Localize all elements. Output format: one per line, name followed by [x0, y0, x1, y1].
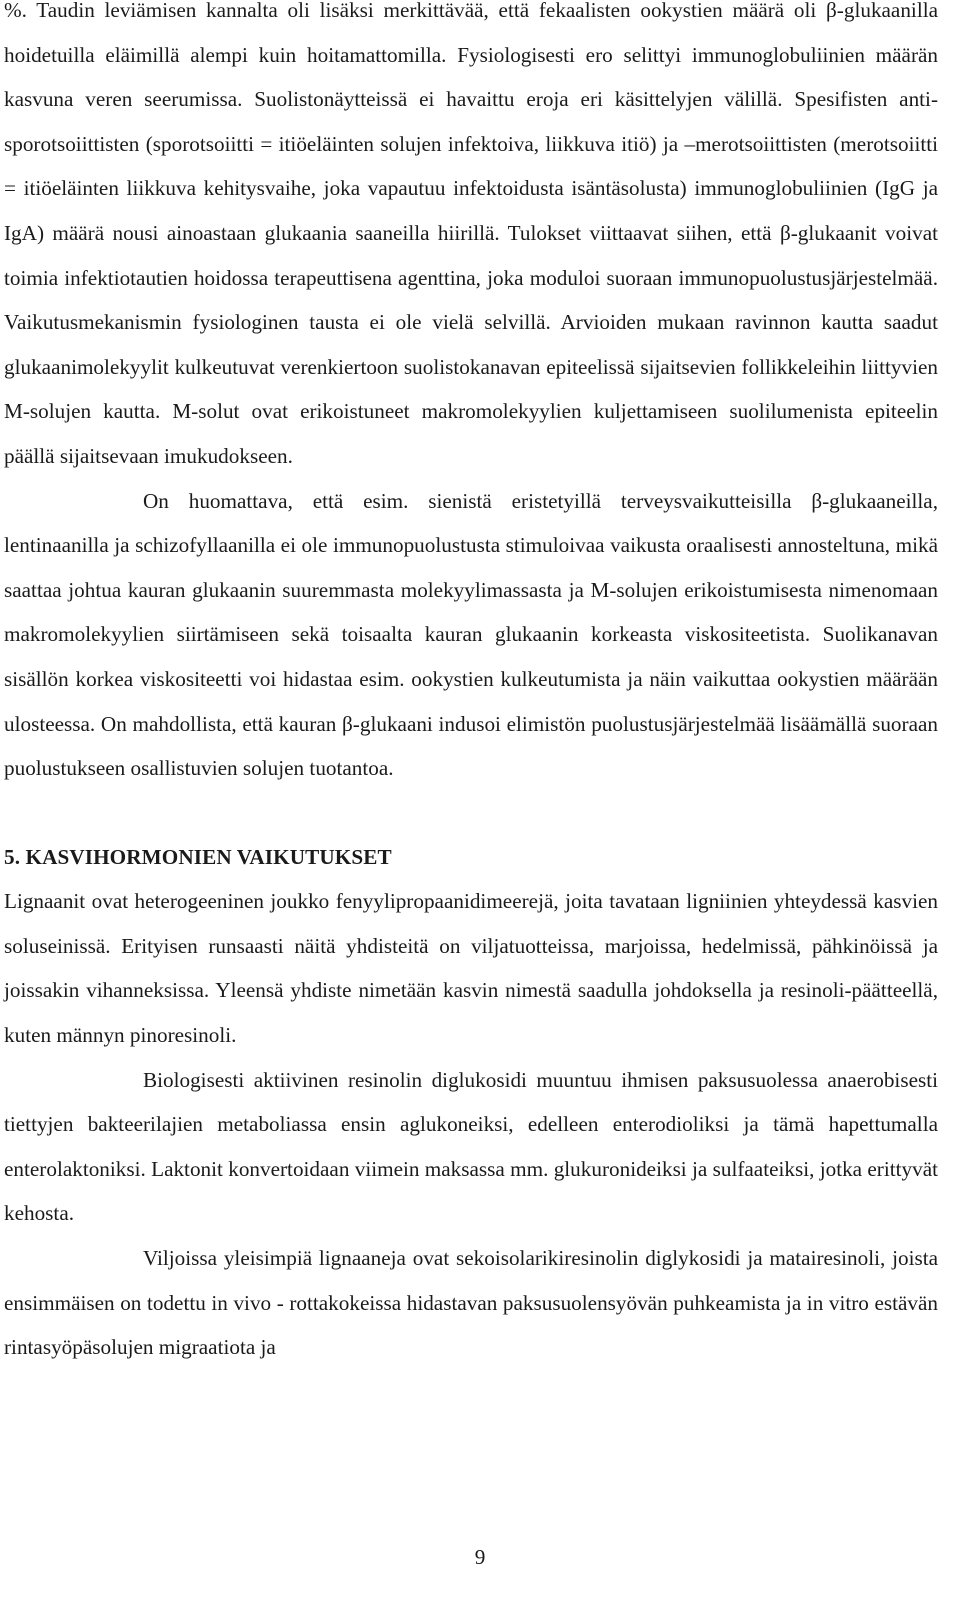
section-paragraph-2: Biologisesti aktiivinen resinolin diglukosidi muuntuu ihmisen paksusuolessa anaerobisesti tiettyjen bakteerilajien metaboliassa ensin aglukoneiksi, edelleen enterodioliksi ja tämä hapettumalla enterolaktoniksi. Laktonit konvertoidaan viimein maksassa mm. glukuronideiksi ja sulfaateiksi, jotka erittyvät kehosta. [4, 1067, 938, 1226]
section-heading: 5. KASVIHORMONIEN VAIKUTUKSET [4, 844, 392, 869]
section-paragraph-3: Viljoissa yleisimpiä lignaaneja ovat sekoisolarikiresinolin diglykosidi ja matairesinoli, joista ensimmäisen on todettu in vivo - rottakokeissa hidastavan paksusuolensyövän puhkeamista ja in vitro estävän rintasyöpäsolujen migraatiota ja [4, 1246, 938, 1360]
section-paragraph-1: Lignaanit ovat heterogeeninen joukko fenyylipropaanidimeerejä, joita tavataan ligniinien yhteydessä kasvien soluseinissä. Erityisen runsaasti näitä yhdisteitä on viljatuotteissa, marjoissa, hedelmissä, pähkinöissä ja joissakin vihanneksissa. Yleensä yhdiste nimetään kasvin nimestä saadulla johdoksella ja resinoli-päätteellä, kuten männyn pinoresinoli. [4, 889, 938, 1048]
body-paragraph-2: On huomattava, että esim. sienistä eristetyillä terveysvaikutteisilla β-glukaaneilla, lentinaanilla ja schizofyllaanilla ei ole immunopuolustusta stimuloivaa vaikusta oraalisesti annosteltuna, mikä saattaa johtua kauran glukaanin suuremmasta molekyylimassasta ja M-solujen erikoistumisesta nimenomaan makromolekyylien siirtämiseen sekä toisaalta kauran glukaanin korkeasta viskositeetista. Suolikanavan sisällön korkea viskositeetti voi hidastaa esim. ookystien kulkeutumista ja näin vaikuttaa ookystien määrään ulosteessa. On mahdollista, että kauran β-glukaani indusoi elimistön puolustusjärjestelmää lisäämällä suoraan puolustukseen osallistuvien solujen tuotantoa. [4, 488, 938, 781]
page-number: 9 [474, 1545, 486, 1569]
body-paragraph-1: %. Taudin leviämisen kannalta oli lisäksi merkittävää, että fekaalisten ookystien määrä oli β-glukaanilla hoidetuilla eläimillä alempi kuin hoitamattomilla. Fysiologisesti ero selittyi immunoglobuliinien määrän kasvuna veren seerumissa. Suolistonäytteissä ei havaittu eroja eri käsittelyjen välillä. Spesifisten anti-sporotsoiittisten (sporotsoiitti = itiöeläinten solujen infektoiva, liikkuva itiö) ja –merotsoiittisten (merotsoiitti = itiöeläinten liikkuva kehitysvaihe, joka vapautuu infektoidusta isäntäsolusta) immunoglobuliinien (IgG ja IgA) määrä nousi ainoastaan glukaania saaneilla hiirillä. Tulokset viittaavat siihen, että β-glukaanit voivat toimia infektiotautien hoidossa terapeuttisena agenttina, joka moduloi suoraan immunopuolustusjärjestelmää. Vaikutusmekanismin fysiologinen tausta ei ole vielä selvillä. Arvioiden mukaan ravinnon kautta saadut glukaanimolekyylit kulkeutuvat verenkiertoon suolistokanavan epiteelissä sijaitsevien follikkeleihin liittyvien M-solujen kautta. M-solut ovat erikoistuneet makromolekyylien kuljettamiseen suolilumenista epiteelin päällä sijaitsevaan imukudokseen. [4, 0, 938, 468]
